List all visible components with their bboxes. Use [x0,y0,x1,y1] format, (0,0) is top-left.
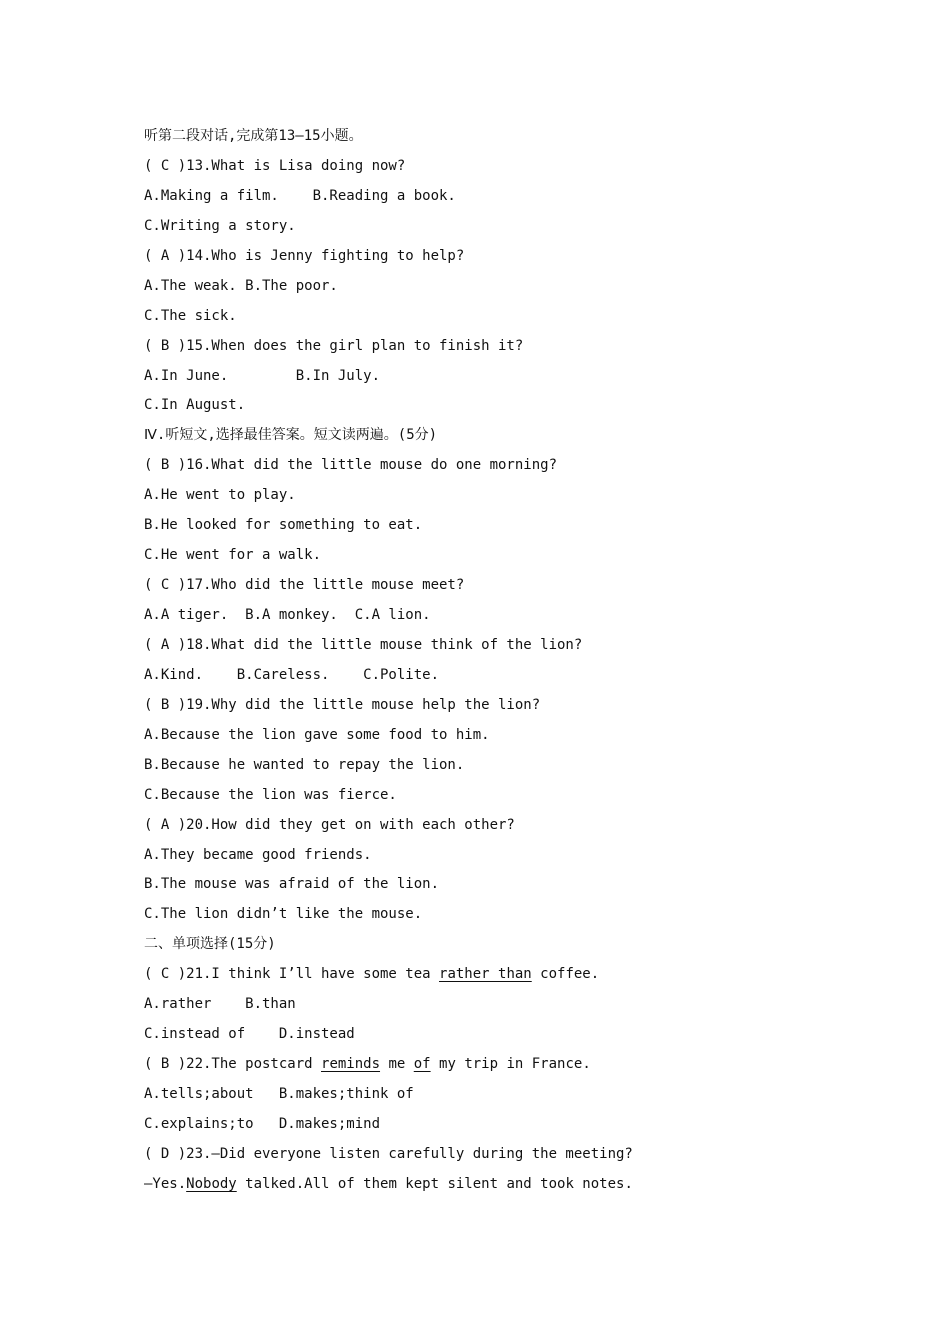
options-15-c: C.In August. [144,397,246,414]
options-21-cd: C.instead of D.instead [144,1026,355,1043]
question-15: ( B )15.When does the girl plan to finish it? [144,337,524,354]
question-13: ( C )13.What is Lisa doing now? [144,157,406,174]
options-16-a: A.He went to play. [144,487,296,504]
section-heading-dialogue-2: 听第二段对话,完成第13—15小题。 [144,128,363,144]
question-21 [144,960,904,990]
question-23-underlined: Nobody [186,1175,237,1192]
options-14-ab: A.The weak. B.The poor. [144,277,338,294]
question-22-tail: my trip in France. [430,1056,591,1073]
options-16-c: C.He went for a walk. [144,547,322,564]
options-22-ab: A.tells;about B.makes;think of [144,1086,414,1102]
question-21-tail: coffee. [531,966,600,983]
options-19-a: A.Because the lion gave some food to him. [144,726,490,743]
question-22-underlined-1: reminds [321,1056,381,1073]
question-16: ( B )16.What did the little mouse do one morning? [144,457,558,474]
options-16-b: B.He looked for something to eat. [144,517,423,534]
question-18: ( A )18.What did the little mouse think of the lion? [144,636,583,653]
question-23-answer-pre: —Yes. [144,1175,187,1192]
question-23-answer-tail: talked.All of them kept silent and took notes. [236,1175,633,1192]
options-19-b: B.Because he wanted to repay the lion. [144,756,465,773]
exam-page [144,122,904,1200]
question-21-text: ( C )21.I think I’ll have some tea [144,966,440,983]
options-13-c: C.Writing a story. [144,217,296,234]
question-23-answer [144,1170,904,1200]
section-heading-iv: Ⅳ.听短文,选择最佳答案。短文读两遍。(5分) [144,427,438,444]
options-22-cd: C.explains;to D.makes;mind [144,1115,381,1132]
options-19-c: C.Because the lion was fierce. [144,786,397,803]
question-17: ( C )17.Who did the little mouse meet? [144,577,465,594]
options-14-c: C.The sick. [144,307,237,324]
section-heading-2: 二、单项选择(15分) [144,936,276,953]
question-22-mid: me [380,1056,414,1073]
options-20-b: B.The mouse was afraid of the lion. [144,876,440,893]
options-20-a: A.They became good friends. [144,846,372,863]
options-18: A.Kind. B.Careless. C.Polite. [144,666,440,683]
question-21-underlined: rather than [439,966,532,983]
question-23: ( D )23.—Did everyone listen carefully during the meeting? [144,1145,633,1162]
question-22 [144,1050,904,1080]
question-19: ( B )19.Why did the little mouse help the lion? [144,696,541,713]
question-22-underlined-2: of [413,1056,431,1073]
options-21-ab: A.rather B.than [144,996,296,1013]
options-20-c: C.The lion didn’t like the mouse. [144,906,423,923]
options-13-ab: A.Making a film. B.Reading a book. [144,187,456,204]
question-14: ( A )14.Who is Jenny fighting to help? [144,247,465,264]
question-22-text: ( B )22.The postcard [144,1056,322,1073]
options-15-ab: A.In June. B.In July. [144,367,381,384]
options-17: A.A tiger. B.A monkey. C.A lion. [144,607,431,623]
question-20: ( A )20.How did they get on with each other? [144,816,515,833]
